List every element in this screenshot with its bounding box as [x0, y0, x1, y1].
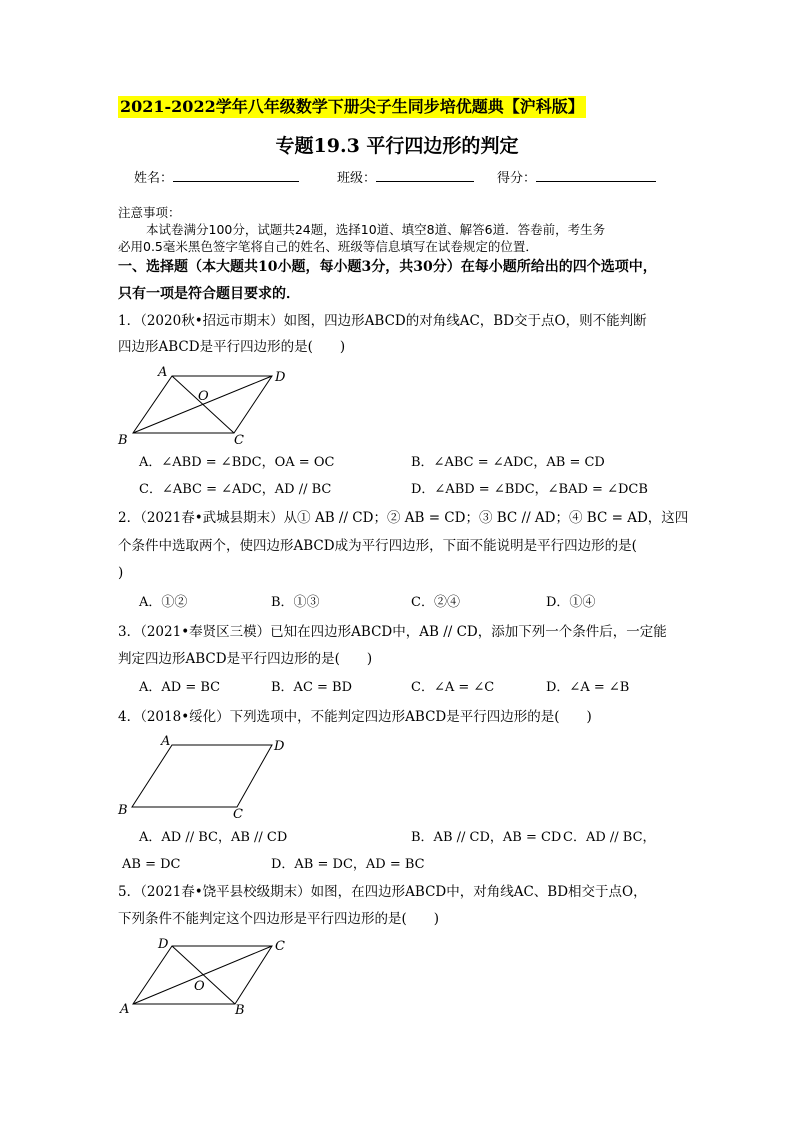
- q1-figure: [112, 364, 302, 450]
- q1-label-d: D: [275, 370, 286, 385]
- q2-option-c[interactable]: C．②④: [411, 595, 460, 610]
- q1-label-b: B: [118, 433, 128, 448]
- q4-parallelogram: [132, 745, 272, 807]
- q2-stem-line-1: 2．（2021春•武城县期末）从① AB // CD；② AB = CD；③ BC // AD；④ BC = AD，这四: [118, 510, 689, 526]
- notice-line-2: 必用0.5毫米黑色签字笔将自己的姓名、班级等信息填写在试卷规定的位置．: [118, 239, 538, 254]
- q3-option-c[interactable]: C．∠A = ∠C: [411, 680, 495, 695]
- q1-option-c[interactable]: C．∠ABC = ∠ADC，AD // BC: [139, 482, 332, 497]
- q1-stem-line-2: 四边形ABCD是平行四边形的是( ): [118, 339, 346, 355]
- q2-option-b[interactable]: B．①③: [271, 595, 320, 610]
- q3-option-d[interactable]: D．∠A = ∠B: [546, 680, 630, 695]
- q4-figure: [112, 730, 302, 822]
- q1-option-b[interactable]: B．∠ABC = ∠ADC，AB = CD: [411, 455, 605, 470]
- q4-stem-line-1: 4．（2018•绥化）下列选项中，不能判定四边形ABCD是平行四边形的是( ): [118, 709, 592, 725]
- q4-label-d: D: [274, 739, 285, 754]
- q5-figure: [112, 934, 302, 1020]
- q1-stem-line-1: 1．（2020秋•招远市期末）如图，四边形ABCD的对角线AC，BD交于点O，则不能判断: [118, 313, 647, 329]
- q5-label-b: B: [235, 1003, 245, 1018]
- name-label: 姓名：: [134, 171, 174, 186]
- section-heading-line-1: 一、选择题（本大题共10小题，每小题3分，共30分）在每小题所给出的四个选项中，: [118, 259, 657, 275]
- q1-label-o: O: [198, 389, 209, 404]
- score-label: 得分：: [497, 171, 537, 186]
- q5-diagonal-ca: [133, 946, 272, 1004]
- class-blank[interactable]: [376, 169, 474, 182]
- notice-line-1: 本试卷满分100分，试题共24题，选择10道、填空8道、解答6道．答卷前，考生务: [146, 222, 606, 237]
- notice-heading: 注意事项：: [118, 205, 181, 220]
- q1-label-c: C: [234, 433, 244, 448]
- name-blank[interactable]: [173, 169, 299, 182]
- q4-option-c[interactable]: C．AD // BC，: [563, 830, 656, 845]
- q3-stem-line-2: 判定四边形ABCD是平行四边形的是( ): [118, 651, 373, 667]
- q4-option-b[interactable]: B．AB // CD，AB = CD: [411, 830, 562, 845]
- q1-label-a: A: [158, 365, 168, 380]
- section-heading-line-2: 只有一项是符合题目要求的．: [118, 286, 300, 302]
- q4-label-c: C: [233, 807, 243, 822]
- series-banner: 2021-2022学年八年级数学下册尖子生同步培优题典【沪科版】: [120, 97, 584, 116]
- q1-option-a[interactable]: A．∠ABD = ∠BDC，OA = OC: [139, 455, 335, 470]
- q3-option-b[interactable]: B．AC = BD: [271, 680, 353, 695]
- q4-option-c-continued: AB = DC: [122, 857, 181, 872]
- score-blank[interactable]: [536, 169, 656, 182]
- q2-option-a[interactable]: A．①②: [139, 595, 188, 610]
- page-title: 专题19.3 平行四边形的判定: [275, 135, 519, 157]
- q4-label-b: B: [118, 803, 128, 818]
- q3-stem-line-1: 3．（2021•奉贤区三模）已知在四边形ABCD中，AB // CD，添加下列一个条件后，一定能: [118, 624, 667, 640]
- q5-label-o: O: [194, 979, 205, 994]
- class-label: 班级：: [337, 171, 377, 186]
- q1-diagonal-bd: [133, 376, 272, 433]
- q4-option-a[interactable]: A．AD // BC，AB // CD: [139, 830, 288, 845]
- q5-label-c: C: [275, 939, 285, 954]
- q4-option-d[interactable]: D．AB = DC，AD = BC: [271, 857, 425, 872]
- score-field: [497, 167, 656, 186]
- q2-stem-line-2: 个条件中选取两个，使四边形ABCD成为平行四边形，下面不能说明是平行四边形的是(: [118, 538, 637, 554]
- name-field: [134, 167, 299, 186]
- q5-stem-line-2: 下列条件不能判定这个四边形是平行四边形的是( ): [118, 911, 440, 927]
- q5-stem-line-1: 5．（2021春•饶平县校级期末）如图，在四边形ABCD中，对角线AC、BD相交于点O，: [118, 884, 647, 900]
- q1-option-d[interactable]: D．∠ABD = ∠BDC，∠BAD = ∠DCB: [411, 482, 648, 497]
- q3-option-a[interactable]: A．AD = BC: [139, 680, 221, 695]
- q5-label-a: A: [120, 1002, 130, 1017]
- q5-label-d: D: [158, 937, 169, 952]
- class-field: [337, 167, 474, 186]
- q4-label-a: A: [161, 734, 171, 749]
- q2-stem-line-3: ): [118, 565, 124, 581]
- q2-option-d[interactable]: D．①④: [546, 595, 596, 610]
